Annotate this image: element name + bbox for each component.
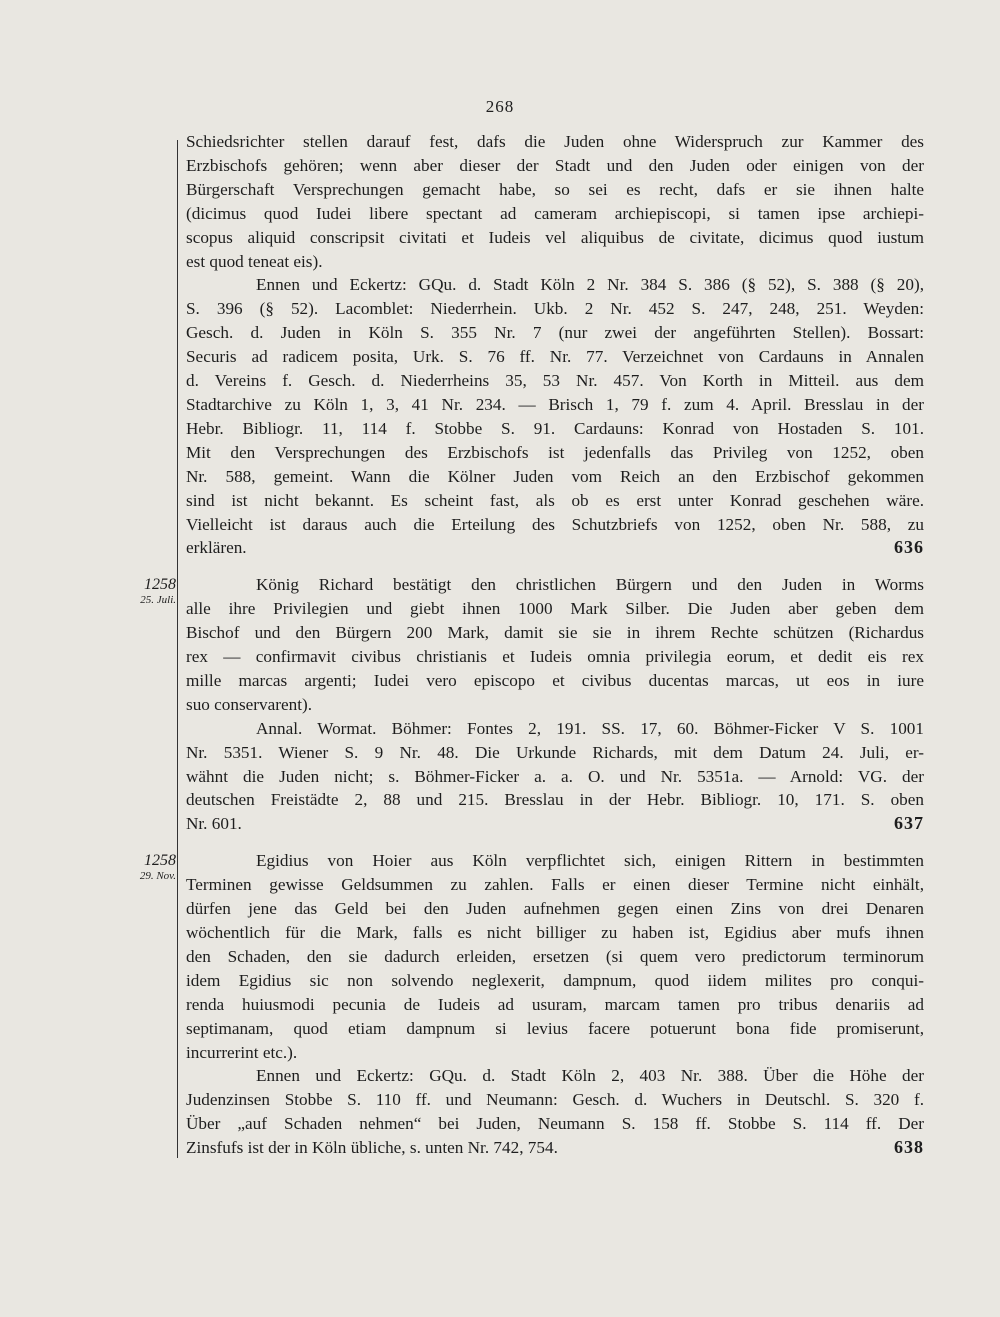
text-line: idem Egidius sic non solvendo neglexerit, dampnum, quod iidem milites pro conqui- — [186, 970, 924, 990]
text-line: König Richard bestätigt den christlichen Bürgern und den Juden in Worms — [256, 575, 924, 595]
text-line: scopus aliquid conscripsit civitati et Iudeis vel aliquibus de civitate, dicimus quod iustum — [186, 227, 924, 247]
reference-line: erklären. — [186, 538, 247, 558]
date-year: 1258 — [144, 576, 176, 593]
entry-gap — [186, 560, 924, 573]
reference-line: Annal. Wormat. Böhmer: Fontes 2, 191. SS. 17, 60. Böhmer-Ficker V S. 1001 — [256, 718, 924, 738]
reference-line: Nr. 5351. Wiener S. 9 Nr. 48. Die Urkunde Richards, mit dem Datum 24. Juli, er- — [186, 742, 924, 762]
margin-date-637 — [112, 576, 176, 607]
entry-number: 637 — [894, 813, 924, 834]
reference-line: Hebr. Bibliogr. 11, 114 f. Stobbe S. 91. Cardauns: Konrad von Hostaden S. 101. — [186, 418, 924, 438]
reference-line: Nr. 588, gemeint. Wann die Kölner Juden vom Reich an den Erzbischof gekommen — [186, 466, 924, 486]
reference-line: wähnt die Juden nicht; s. Böhmer-Ficker a. a. O. und Nr. 5351a. — Arnold: VG. der — [186, 766, 924, 786]
text-line: (dicimus quod Iudei libere spectant ad cameram archiepiscopi, si tamen ipse archiepi- — [186, 203, 924, 223]
reference-line: d. Vereins f. Gesch. d. Niederrheins 35, 53 Nr. 457. Von Korth in Mitteil. aus dem — [186, 371, 924, 391]
reference-line: Vielleicht ist daraus auch die Erteilung des Schutzbriefs von 1252, oben Nr. 588, zu — [186, 514, 924, 534]
text-line: den Schaden, den sie dadurch erleiden, ersetzen (si quem vero predictorum terminorum — [186, 946, 924, 966]
text-line: dürfen jene das Geld bei den Juden aufnehmen gegen einen Zins von drei Denaren — [186, 899, 924, 919]
reference-line: S. 396 (§ 52). Lacomblet: Niederrhein. Ukb. 2 Nr. 452 S. 247, 248, 251. Weyden: — [186, 299, 924, 319]
text-line: Bürgerschaft Versprechungen gemacht habe, so sei es recht, dafs er sie ihnen halte — [186, 179, 924, 199]
text-line: Bischof und den Bürgern 200 Mark, damit sie sie in ihrem Rechte schützen (Richardus — [186, 623, 924, 643]
reference-line: Securis ad radicem posita, Urk. S. 76 ff. Nr. 77. Verzeichnet von Cardauns in Annalen — [186, 347, 924, 367]
date-day: 29. Nov. — [139, 870, 176, 882]
reference-line: deutschen Freistädte 2, 88 und 215. Bresslau in der Hebr. Bibliogr. 10, 171. S. oben — [186, 790, 924, 810]
reference-line: Gesch. d. Juden in Köln S. 355 Nr. 7 (nur zwei der angeführten Stellen). Bossart: — [186, 323, 924, 343]
entry-number: 636 — [894, 537, 924, 558]
entry-end-line — [186, 536, 924, 560]
reference-line: Nr. 601. — [186, 814, 242, 834]
entry-gap — [186, 836, 924, 849]
margin-date-638 — [112, 852, 176, 883]
entry-body — [186, 849, 924, 1064]
reference-line: Über „auf Schaden nehmen“ bei Juden, Neumann S. 158 ff. Stobbe S. 114 ff. Der — [186, 1114, 924, 1134]
entry-end-line — [186, 1136, 924, 1160]
text-line: suo conservarent). — [186, 694, 312, 714]
text-line: est quod teneat eis). — [186, 251, 323, 271]
reference-line: sind ist nicht bekannt. Es scheint fast, als ob es erst unter Konrad geschehen wäre. — [186, 490, 924, 510]
text-line: incurrerint etc.). — [186, 1042, 298, 1062]
entry-638 — [186, 849, 924, 1160]
entry-body — [186, 130, 924, 273]
page-number: 268 — [485, 97, 515, 116]
entry-references — [186, 717, 924, 837]
entry-636 — [186, 130, 924, 560]
entry-body — [186, 573, 924, 716]
reference-line: Ennen und Eckertz: GQu. d. Stadt Köln 2 Nr. 384 S. 386 (§ 52), S. 388 (§ 20), — [256, 275, 924, 295]
date-day: 25. Juli. — [140, 594, 176, 606]
text-line: Schiedsrichter stellen darauf fest, dafs die Juden ohne Widerspruch zur Kammer des — [186, 132, 924, 151]
text-line: rex — confirmavit civibus christianis et Iudeis omnia privilegia eorum, et dedit eis rex — [186, 647, 924, 667]
entry-references — [186, 273, 924, 560]
text-line: mille marcas argenti; Iudei vero episcopo et civibus ducentas marcas, ut eos in iure — [186, 670, 924, 690]
text-column — [186, 130, 924, 1160]
text-line: Egidius von Hoier aus Köln verpflichtet sich, einigen Rittern in bestimmten — [256, 851, 924, 871]
text-line: wöchentlich für die Mark, falls es nicht billiger zu haben ist, Egidius aber mufs ihnen — [186, 923, 924, 942]
entry-references — [186, 1064, 924, 1160]
text-line: alle ihre Privilegien und giebt ihnen 1000 Mark Silber. Die Juden aber geben dem — [186, 599, 924, 619]
text-line: renda huiusmodi pecunia de Iudeis ad usuram, marcam tamen pro tribus denariis ad — [186, 994, 924, 1014]
margin-rule — [177, 140, 178, 1158]
text-line: Terminen gewisse Geldsummen zu zahlen. Falls er einen dieser Termine nicht einhält, — [186, 875, 924, 895]
reference-line: Ennen und Eckertz: GQu. d. Stadt Köln 2, 403 Nr. 388. Über die Höhe der — [256, 1066, 924, 1086]
reference-line: Mit den Versprechungen des Erzbischofs ist jedenfalls das Privileg von 1252, oben — [186, 442, 924, 462]
text-line: septimanam, quod etiam dampnum si levius facere potuerunt bona fide promiserunt, — [186, 1018, 924, 1038]
reference-line: Judenzinsen Stobbe S. 110 ff. und Neumann: Gesch. d. Wuchers in Deutschl. S. 320 f. — [186, 1090, 924, 1110]
reference-line: Stadtarchive zu Köln 1, 3, 41 Nr. 234. — Brisch 1, 79 f. zum 4. April. Bresslau in der — [186, 394, 924, 414]
date-year: 1258 — [144, 852, 176, 869]
entry-number: 638 — [894, 1137, 924, 1158]
reference-line: Zinsfufs ist der in Köln übliche, s. unten Nr. 742, 754. — [186, 1138, 558, 1158]
entry-637 — [186, 573, 924, 836]
text-line: Erzbischofs gehören; wenn aber dieser der Stadt und den Juden oder einigen von der — [186, 155, 924, 175]
entry-end-line — [186, 812, 924, 836]
